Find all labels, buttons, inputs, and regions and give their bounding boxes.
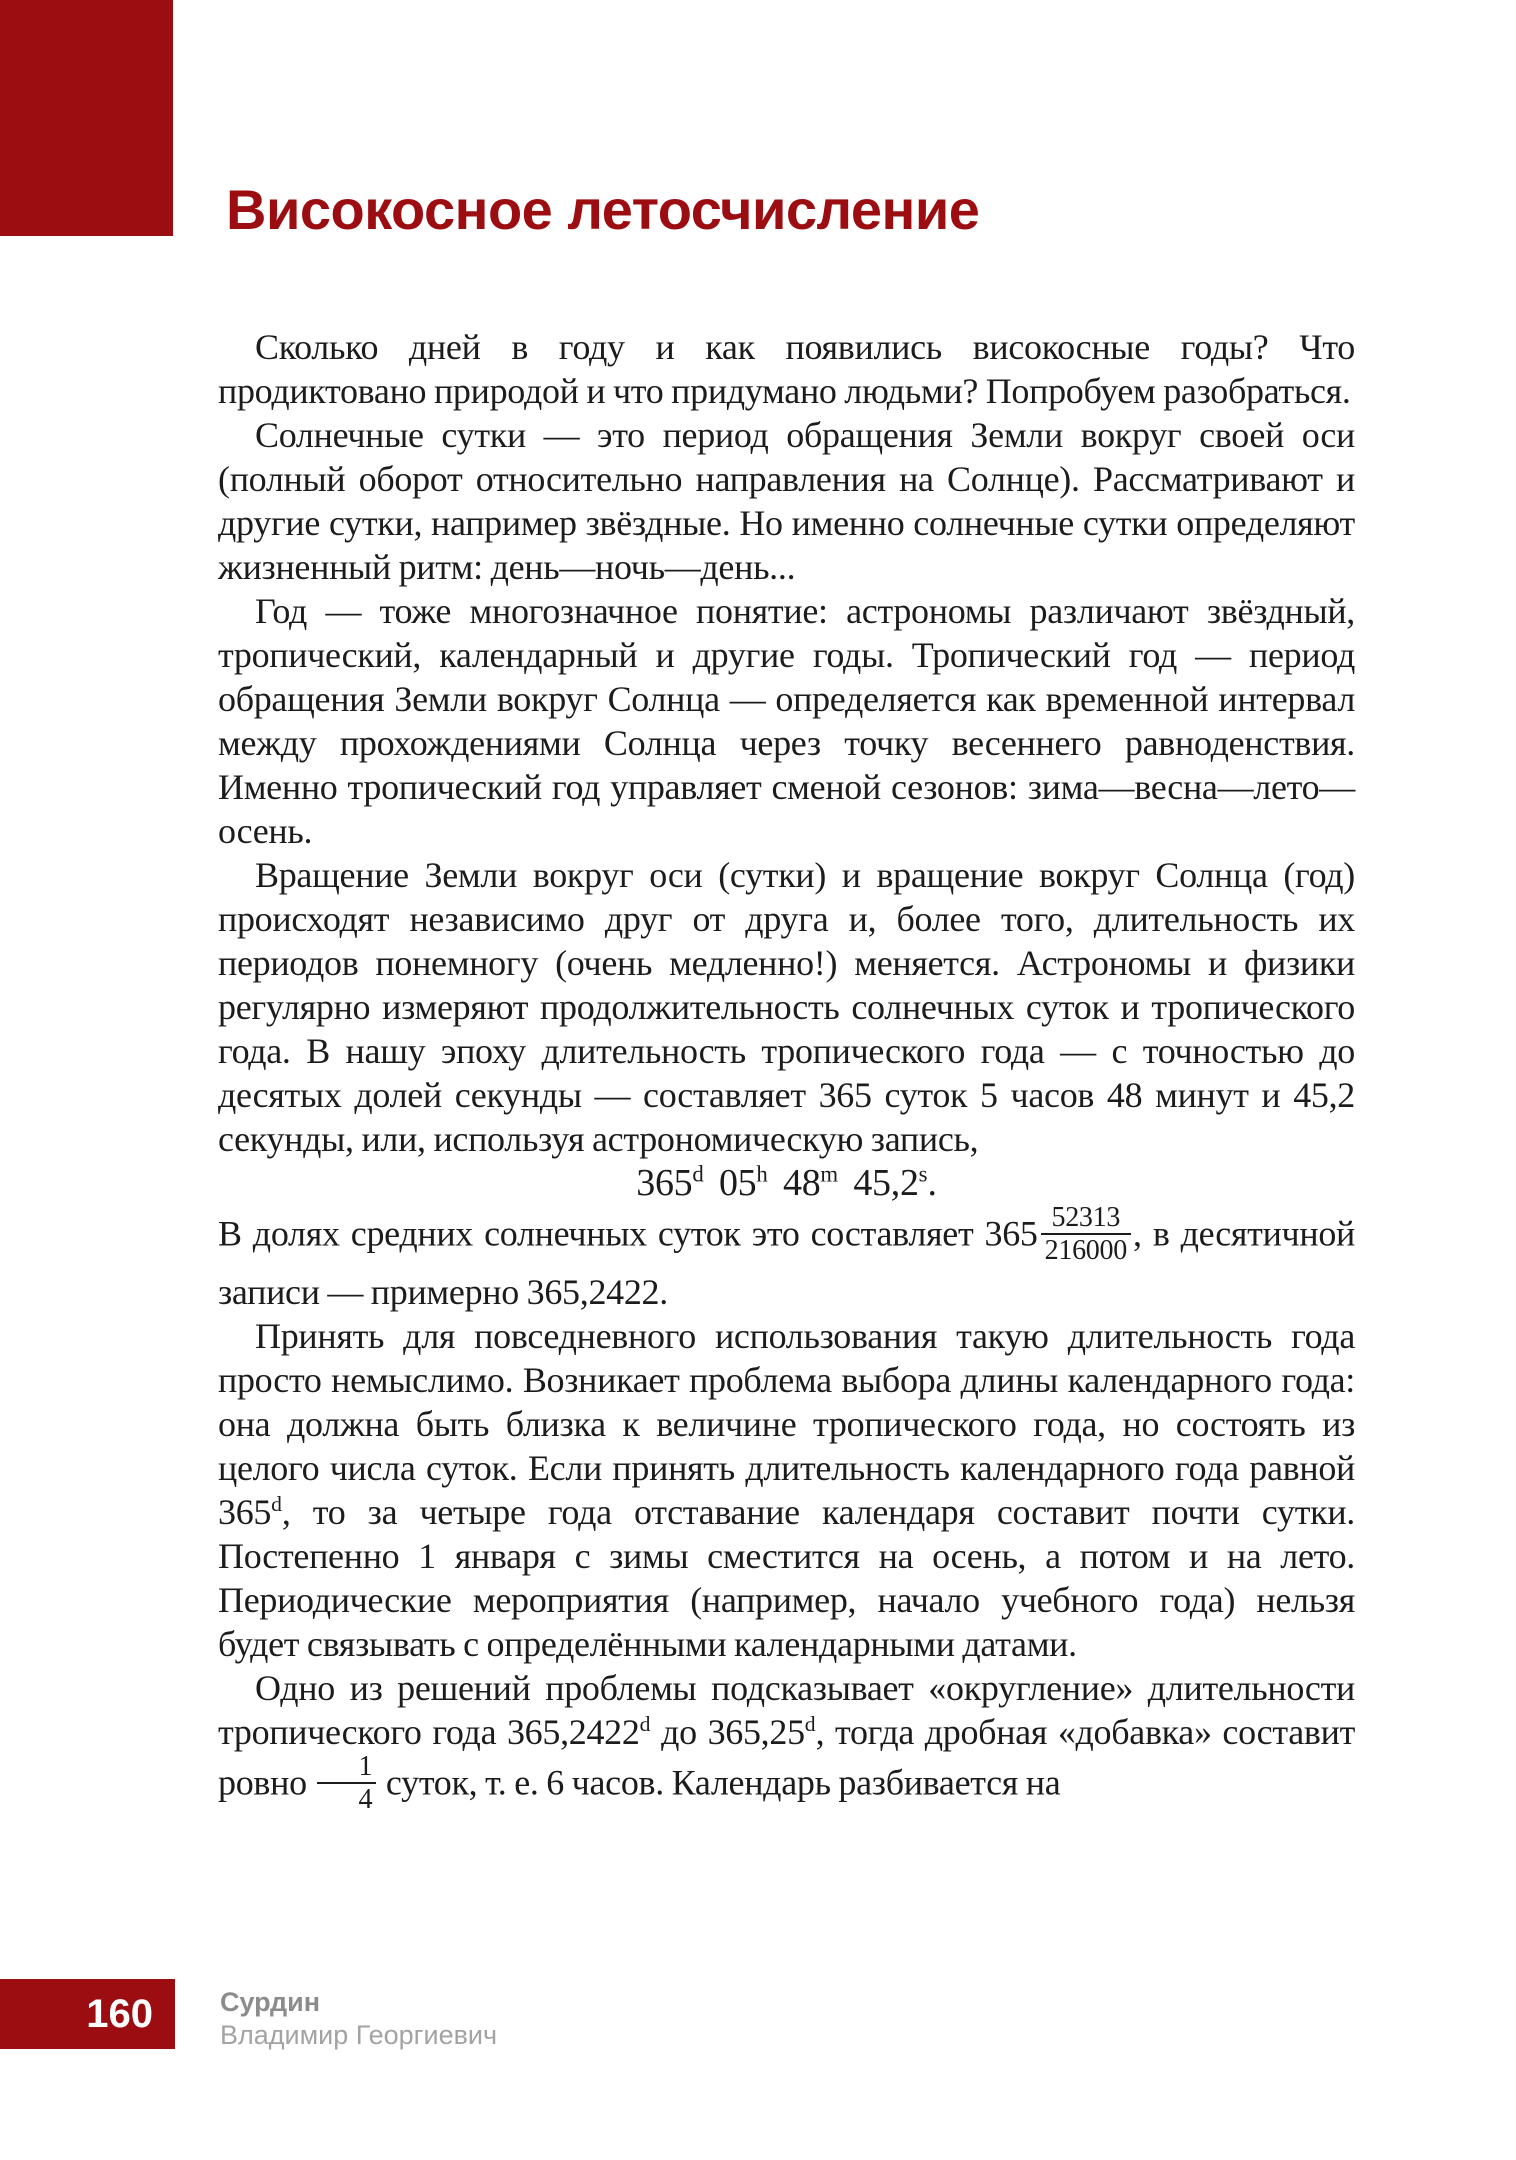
page-title: Високосное летосчисление — [226, 178, 980, 241]
fraction: $\frac{1}{4}$ — [317, 1751, 376, 1816]
body-text — [218, 325, 1355, 1819]
superscript-unit: m — [820, 1161, 839, 1187]
page-number: 160 — [86, 1991, 153, 2036]
paragraph: Одно из решений проблемы подсказывает «округление» длительности тропического года 365,2422$^d$ до 365,25$^d$, тогда дробная «добавка» составит ровно $\frac{1}{4}$ суток, т. е. 6 часов. Календарь разбивается на — [218, 1667, 1355, 1816]
author-block — [220, 1986, 497, 2052]
chapter-marker-block — [0, 0, 173, 236]
fraction: $\frac{52313}{216000}$ — [1041, 1202, 1131, 1267]
formula-line: 365$^d$ 05$^h$ 48$^m$ 45,2$^s$. — [636, 1161, 937, 1204]
author-last-name: Сурдин — [220, 1987, 321, 2017]
paragraph: Сколько дней в году и как появились високосные годы? Что продиктовано природой и что придумано людьми? Попробуем разобраться. — [218, 327, 1355, 411]
superscript-unit: d — [639, 1711, 651, 1736]
paragraph: Солнечные сутки — это период обращения Земли вокруг своей оси (полный оборот относительно направления на Солнце). Рассматривают и другие сутки, например звёздные. Но именно солнечные сутки определяют жизненный ритм: день—ночь—день... — [218, 415, 1355, 587]
paragraph: В долях средних солнечных суток это составляет 365 $\frac{52313}{216000}$ , в десятичной записи — примерно 365,2422. — [218, 1202, 1355, 1312]
author-first-name: Владимир Георгиевич — [220, 2020, 498, 2050]
superscript-unit: s — [918, 1161, 928, 1187]
superscript-unit: d — [692, 1161, 704, 1187]
paragraph: Год — тоже многозначное понятие: астрономы различают звёздный, тропический, календарный и другие годы. Тропический год — период обращения Земли вокруг Солнца — определяется как временной интервал между прохождениями Солнца через точку весеннего равноденствия. Именно тропический год управляет сменой сезонов: зима—весна—лето—осень. — [218, 591, 1355, 851]
paragraph: Вращение Земли вокруг оси (сутки) и вращение вокруг Солнца (год) происходят независимо друг от друга и, более того, длительность их периодов понемногу (очень медленно!) меняется. Астрономы и физики регулярно измеряют продолжительность солнечных суток и тропического года. В нашу эпоху длительность тропического года — с точностью до десятых долей секунды — составляет 365 суток 5 часов 48 минут и 45,2 секунды, или, используя астрономическую запись, — [218, 855, 1355, 1159]
superscript-unit: d — [804, 1711, 816, 1736]
paragraph: Принять для повседневного использования такую длительность года просто немыслимо. Возникает проблема выбора длины календарного года: она должна быть близка к величине тропического года, но состоять из целого числа суток. Если принять длительность календарного года равной 365$^d$, то за четыре года отставание календаря составит почти сутки. Постепенно 1 января с зимы сместится на осень, а потом и на лето. Периодические мероприятия (например, начало учебного года) нельзя будет связывать с определёнными календарными датами. — [218, 1315, 1355, 1664]
page-number-badge — [0, 1979, 175, 2049]
superscript-unit: d — [271, 1491, 282, 1516]
superscript-unit: h — [756, 1161, 768, 1187]
